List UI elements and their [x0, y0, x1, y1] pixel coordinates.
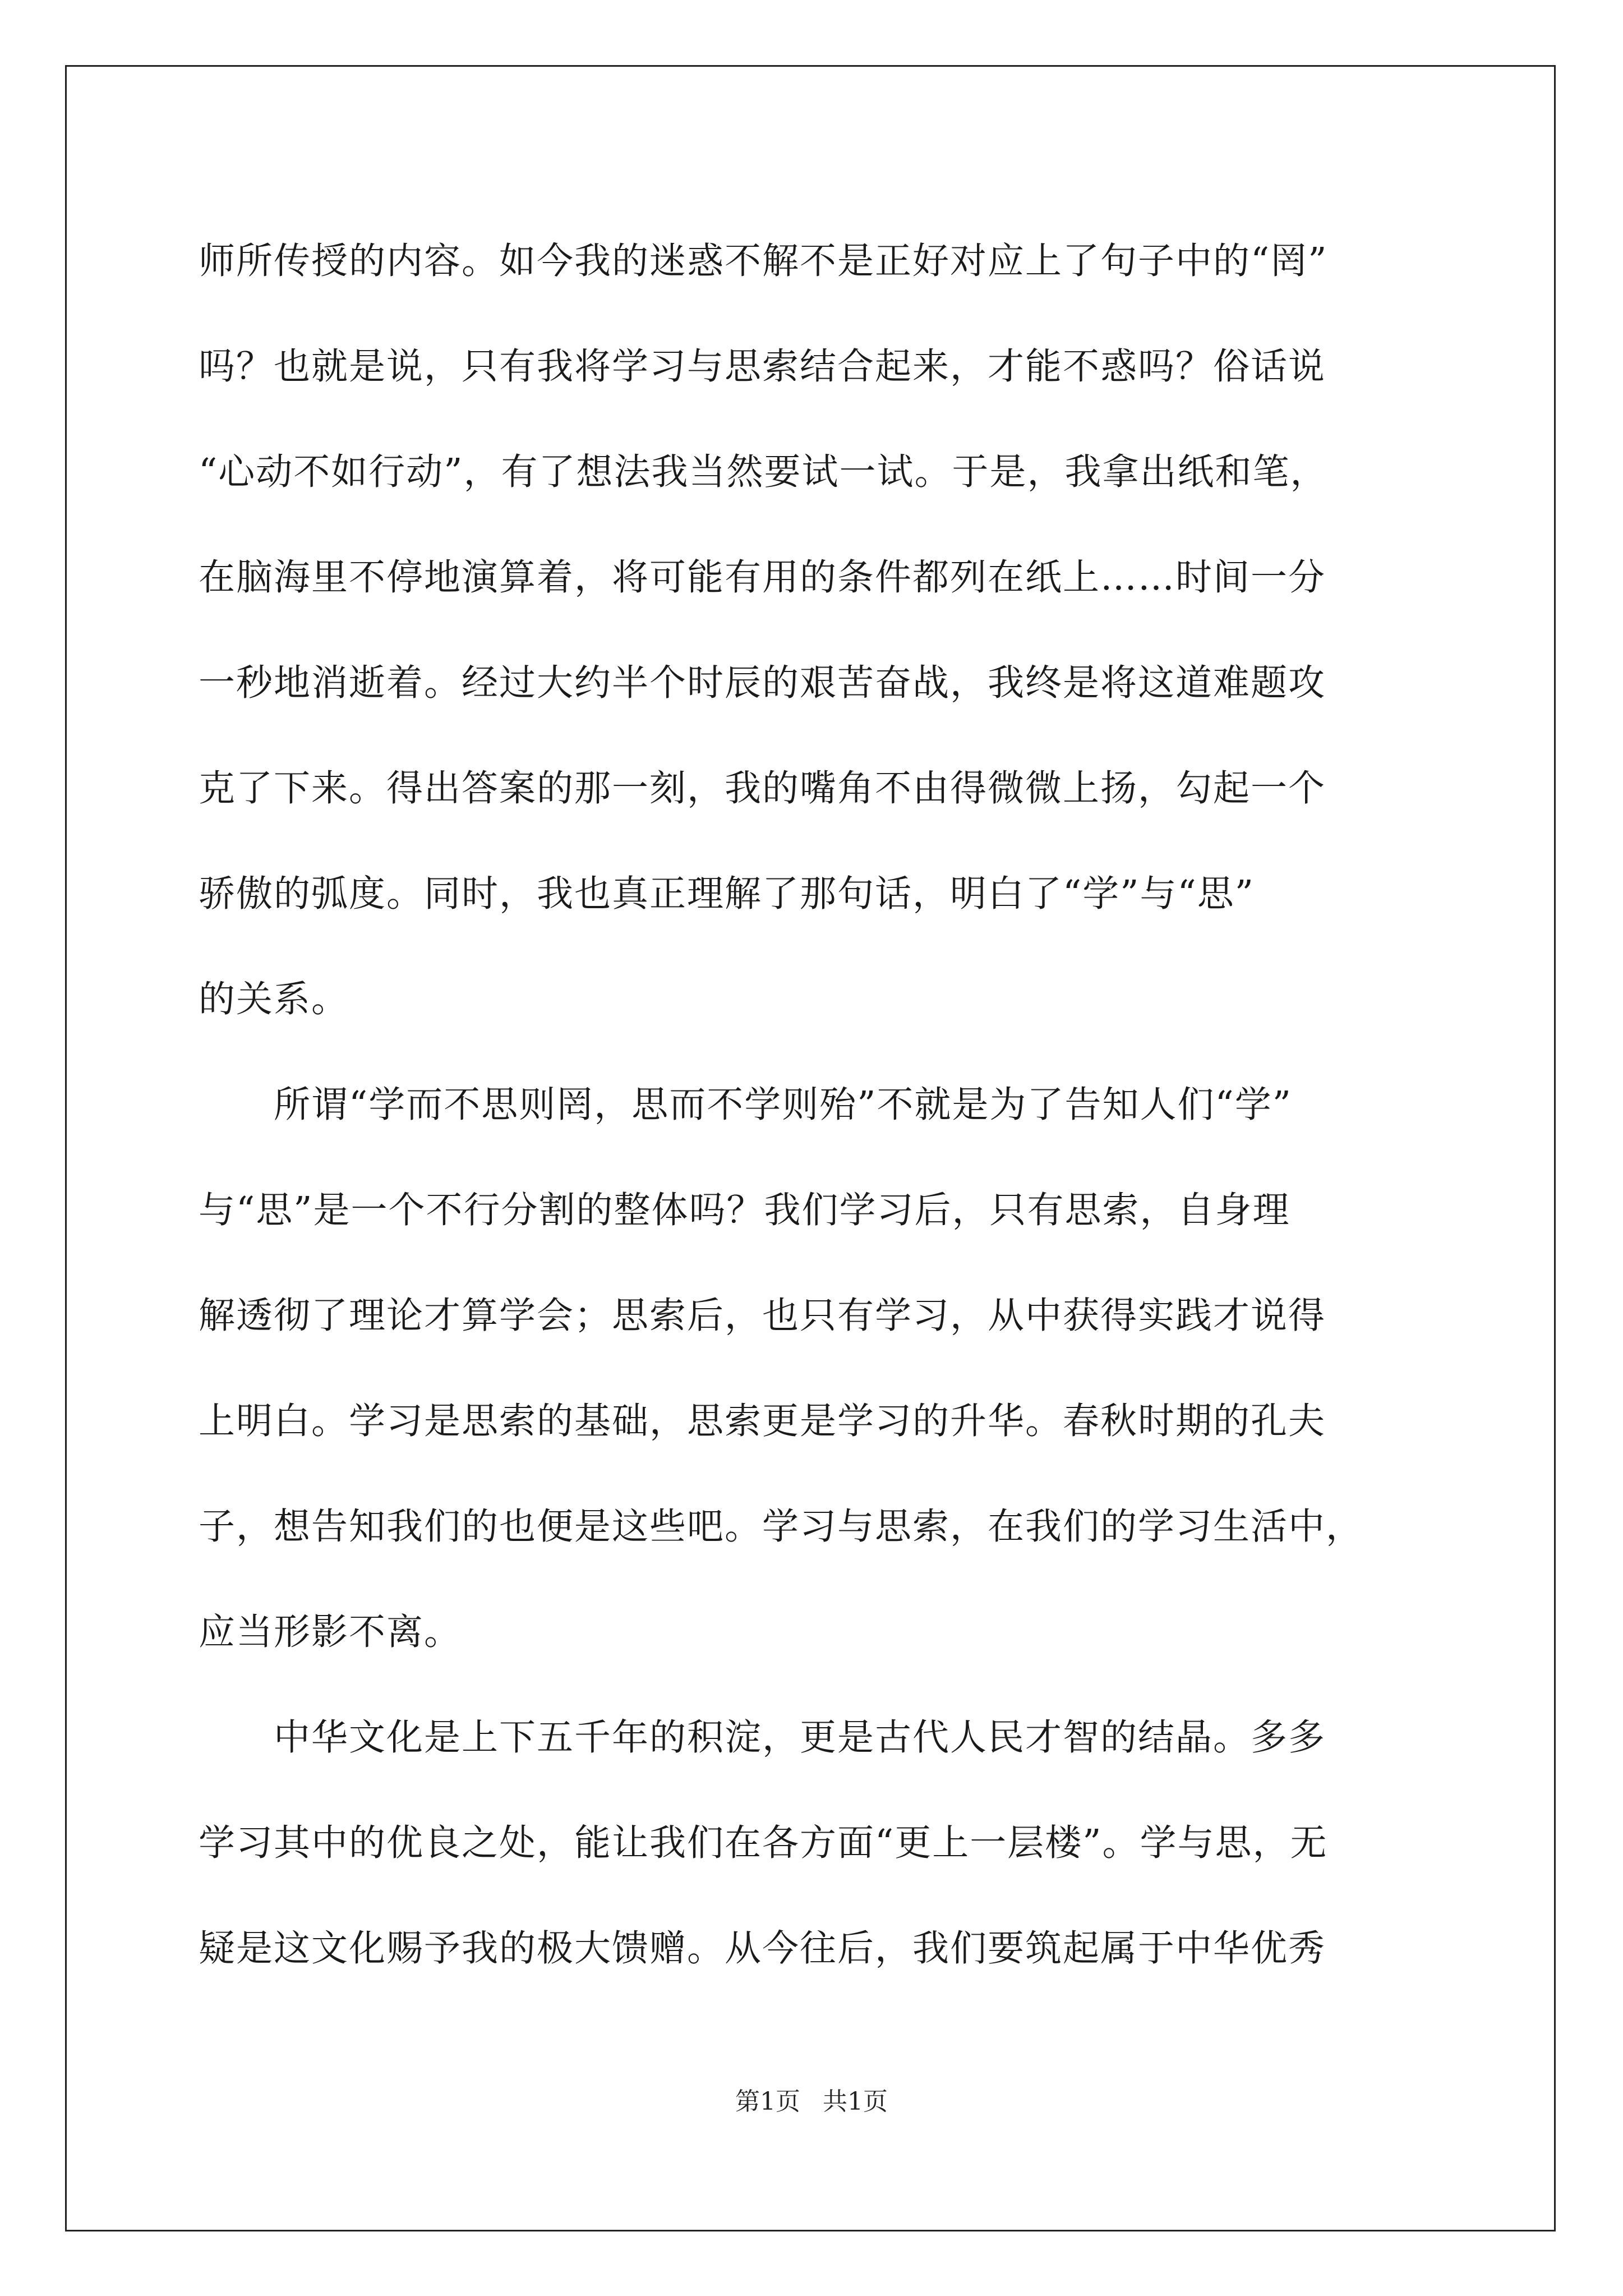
page-number-total: 共1页 — [823, 2087, 888, 2116]
text-line: 上明白。学习是思索的基础，思索更是学习的升华。春秋时期的孔夫 — [199, 1400, 1326, 1442]
text-line: 应当形影不离。 — [199, 1611, 462, 1653]
text-line: 师所传授的内容。如今我的迷惑不解不是正好对应上了句子中的“罔” — [199, 240, 1328, 282]
text-line: 吗？也就是说，只有我将学习与思索结合起来，才能不惑吗？俗话说 — [199, 346, 1326, 388]
page-footer — [0, 2081, 1623, 2117]
text-line: 疑是这文化赐予我的极大馈赠。从今往后，我们要筑起属于中华优秀 — [199, 1927, 1326, 1970]
text-line: 与“思”是一个不行分割的整体吗？我们学习后，只有思索，自身理 — [199, 1189, 1290, 1231]
text-line: 学习其中的优良之处，能让我们在各方面“更上一层楼”。学与思，无 — [199, 1822, 1328, 1864]
text-line: 所谓“学而不思则罔，思而不学则殆”不就是为了告知人们“学” — [199, 1084, 1292, 1126]
text-line: 在脑海里不停地演算着，将可能有用的条件都列在纸上……时间一分 — [199, 556, 1326, 599]
text-line: 的关系。 — [199, 978, 349, 1020]
document-body — [199, 209, 1438, 2001]
text-line: 子，想告知我们的也便是这些吧。学习与思索，在我们的学习生活中， — [199, 1506, 1364, 1548]
text-line: “心动不如行动”，有了想法我当然要试一试。于是，我拿出纸和笔， — [199, 451, 1328, 493]
text-line: 骄傲的弧度。同时，我也真正理解了那句话，明白了“学”与“思” — [199, 873, 1255, 915]
text-line: 克了下来。得出答案的那一刻，我的嘴角不由得微微上扬，勾起一个 — [199, 767, 1326, 809]
page-number-current: 第1页 — [735, 2087, 800, 2116]
text-line: 中华文化是上下五千年的积淀，更是古代人民才智的结晶。多多 — [199, 1717, 1326, 1759]
text-line: 解透彻了理论才算学会；思索后，也只有学习，从中获得实践才说得 — [199, 1295, 1326, 1337]
text-line: 一秒地消逝着。经过大约半个时辰的艰苦奋战，我终是将这道难题攻 — [199, 662, 1326, 704]
